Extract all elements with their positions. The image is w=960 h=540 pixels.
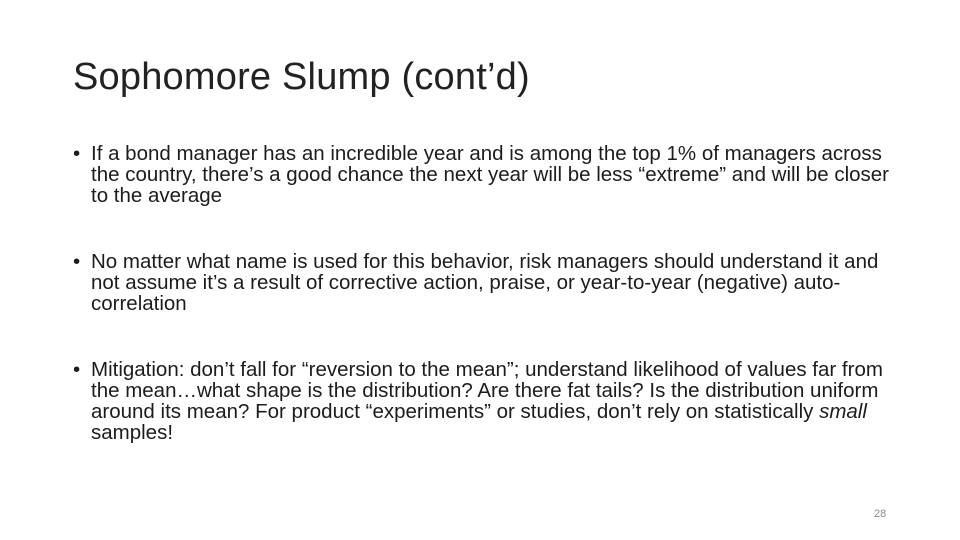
slide-title: Sophomore Slump (cont’d): [73, 56, 530, 98]
page-number: 28: [874, 508, 887, 520]
bullet-icon: •: [73, 142, 81, 165]
bullet-item: [73, 251, 893, 314]
bullet-item: [73, 143, 893, 206]
bullet-text: If a bond manager has an incredible year and is among the top 1% of managers across the country, there’s a good chance the next year will be less “extreme” and will be closer to the average: [91, 142, 890, 207]
bullet-icon: •: [73, 250, 81, 273]
bullet-icon: •: [73, 358, 81, 381]
bullet-text: [91, 358, 883, 444]
bullet-list: [73, 143, 893, 443]
bullet-text-part: samples!: [91, 421, 174, 444]
bullet-text: No matter what name is used for this behavior, risk managers should understand it and not assume it’s a result of corrective action, praise, or year-to-year (negative) auto-correlation: [91, 250, 879, 315]
bullet-text-part: Mitigation: don’t fall for “reversion to the mean”; understand likelihood of values far from the mean…what shape is the distribution? Are there fat tails? Is the distribution uniform around its mean? For product “experiments” or studies, don’t rely on statistically: [91, 358, 883, 423]
emphasis-text: small: [819, 400, 867, 423]
bullet-item: [73, 359, 893, 443]
